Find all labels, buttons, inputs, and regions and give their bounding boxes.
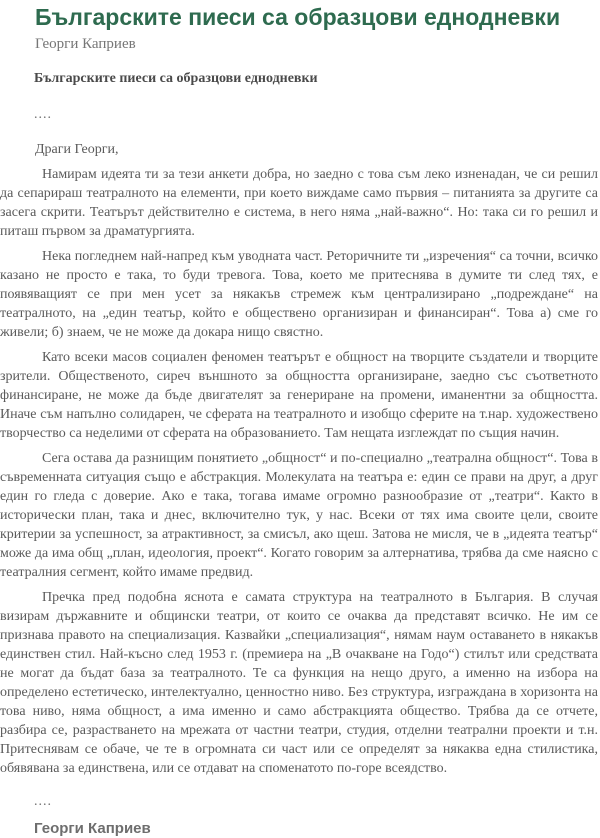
document-page (0, 3, 600, 837)
letter-paragraph: Намирам идеята ти за тези анкети добра, но заедно с това съм леко изненадан, че си решил да сепарираш театралното на елементи, при което виждаме само първия – питанията за другите са засега скрити. Театърът действително е система, в него няма „най-важно“. Но: така си го решил и питаш първом за драматургията. (0, 167, 598, 239)
letter-signature: Георги Каприев (34, 820, 151, 837)
letter-paragraph: Нека погледнем най-напред към уводната част. Реторичните ти „изречения“ са точни, всичко казано не просто е така, то буди тревога. Това, което ме притеснява в думите ти след тях, е появяващият се при мен усет за някакъв стремеж към централизирано „подреждане“ на театралното, на „един театър, който е обществено организиран и финансиран“. Това а) сме го живели; б) знаем, че не може да докара нищо свястно. (0, 249, 598, 340)
letter-paragraph: Пречка пред подобна яснота е самата структура на театралното в България. В случая визирам държавните и общински театри, от които се очаква да представят всичко. Не им се признава правото на специализация. Казвайки „специализация“, нямам наум оставането в някакъв единствен стил. Най-късно след 1953 г. (премиера на „В очакване на Годо“) стилът или средствата не могат да бъдат база за театралното. Те са функция на нещо друго, а именно на избора на определено естетическо, интелектуално, ценностно ниво. Без структура, изграждана в хоризонта на това ниво, няма общност, а има именно и само абстракцията общество. Трябва да се отчете, разбира се, разрастването на мрежата от частни театри, студия, отделни театрални проекти и т.н. Притеснявам се обаче, че те в огромната си част или се определят за някаква една стилистика, обявявана за единствена, или се отдават на споменатото по-горе всеядство. (0, 590, 598, 776)
page-title: Българските пиеси са образцови еднодневки (35, 4, 561, 30)
letter-paragraph: Сега остава да разнищим понятието „общност“ и по-специално „театрална общност“. Това в съвременната ситуация също е абстракция. Молекулата на театъра е: един се прави на друг, а друг един го гледа с доверие. Ако е така, тогава имаме огромно разнообразие от „театри“. Както в исторически план, така и днес, включително тук, у нас. Всеки от тях има своите цели, своите критерии за успешност, за атрактивност, за смисъл, ако щеш. Затова не мисля, че в „идеята театър“ може да има общ „план, идеология, проект“. Когато говорим за алтернатива, трябва да сме наясно с театралния сегмент, който имаме предвид. (0, 451, 598, 580)
letter-paragraph: Като всеки масов социален феномен театърът е общност на творците създатели и творците зрители. Общественото, сиреч външното за общността организиране, заедно със съответното финансиране, не може да бъде двигателят за генериране на промени, иманентни за общността. Иначе съм напълно солидарен, че сферата на театралното и изобщо сферите на т.нар. художествено творчество са неделими от сферата на образованието. Там нещата изглеждат по същия начин. (0, 350, 598, 441)
page-author: Георги Каприев (35, 36, 136, 52)
letter-salutation: Драги Георги, (35, 142, 119, 157)
separator-top: .... (34, 107, 52, 122)
separator-bottom: .... (34, 794, 52, 809)
letter-body (0, 69, 598, 838)
letter-subject: Българските пиеси са образцови еднодневки (34, 71, 318, 86)
